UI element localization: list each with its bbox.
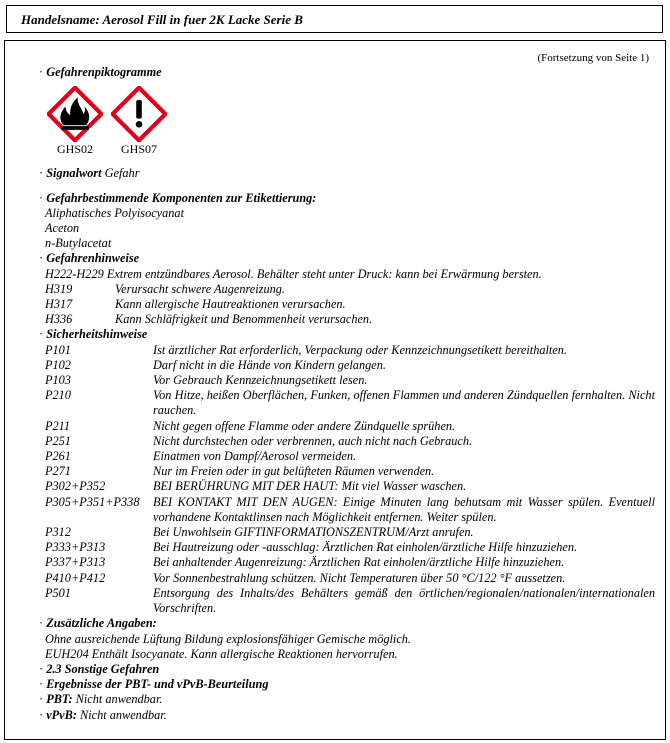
precaution-text: Ist ärztlicher Rat erforderlich, Verpackung oder Kennzeichnungsetikett bereithalten.	[153, 342, 568, 357]
precaution-code: P302+P352	[45, 479, 106, 494]
precaution-text: Bei Hautreizung oder -ausschlag: Ärztlichen Rat einholen/ärztliche Hilfe hinzuziehen.	[153, 540, 578, 555]
bullet: ·	[39, 677, 44, 692]
additional-item: EUH204 Enthält Isocyanate. Kann allergische Reaktionen hervorrufen.	[45, 646, 398, 661]
pbt-label: PBT:	[46, 692, 73, 707]
precautionary-table	[45, 343, 655, 617]
precaution-code: P337+P313	[45, 555, 106, 570]
pictogram-list	[47, 86, 655, 157]
signal-word-label: Signalwort	[46, 166, 102, 181]
precaution-row	[45, 495, 655, 525]
hazard-heading: Gefahrenhinweise	[46, 251, 140, 266]
precaution-row	[45, 464, 655, 479]
hazard-text: Kann allergische Hautreaktionen verursachen.	[115, 297, 346, 312]
flame-icon	[47, 86, 103, 142]
pictogram	[111, 86, 167, 157]
hazard-first-line: H222-H229 Extrem entzündbares Aerosol. Behälter steht unter Druck: kann bei Erwärmung bersten.	[45, 266, 542, 281]
additional-heading: Zusätzliche Angaben:	[46, 616, 157, 631]
bullet: ·	[39, 616, 44, 631]
precaution-text: Vor Sonnenbestrahlung schützen. Nicht Temperaturen über 50 °C/122 °F aussetzen.	[153, 570, 566, 585]
vpvb-label: vPvB:	[46, 707, 77, 722]
header-box	[6, 5, 663, 33]
product-name: Handelsname: Aerosol Fill in fuer 2K Lacke Serie B	[21, 12, 303, 27]
additional-item: Ohne ausreichende Lüftung Bildung explosionsfähiger Gemische möglich.	[45, 631, 412, 646]
additional-section	[39, 616, 655, 631]
precaution-code: P333+P313	[45, 540, 106, 555]
precaution-row	[45, 373, 655, 388]
precaution-code: P312	[45, 525, 71, 540]
hazard-text: Verursacht schwere Augenreizung.	[115, 281, 285, 296]
precaution-text: Bei anhaltender Augenreizung: Ärztlichen Rat einholen/ärztliche Hilfe hinzuziehen.	[153, 555, 565, 570]
other-hazards-heading: 2.3 Sonstige Gefahren	[46, 661, 160, 676]
component-item: Aceton	[45, 221, 80, 236]
precaution-row	[45, 555, 655, 570]
precaution-text: BEI BERÜHRUNG MIT DER HAUT: Mit viel Wasser waschen.	[153, 479, 467, 494]
precaution-text: Einatmen von Dampf/Aerosol vermeiden.	[153, 449, 357, 464]
hazard-code: H336	[45, 312, 73, 327]
hazard-row	[45, 297, 655, 312]
precaution-code: P305+P351+P338	[45, 494, 140, 509]
pbt-value: Nicht anwendbar.	[75, 692, 163, 707]
precaution-text: Nicht durchstechen oder verbrennen, auch nicht nach Gebrauch.	[153, 433, 473, 448]
precaution-code: P101	[45, 342, 71, 357]
precaution-text: Von Hitze, heißen Oberflächen, Funken, offenen Flammen und anderen Zündquellen fernhalten. Nicht rauchen.	[153, 388, 655, 418]
label-elements	[39, 65, 655, 723]
pictograms-section	[39, 65, 655, 80]
precaution-row	[45, 419, 655, 434]
precaution-row	[45, 449, 655, 464]
precaution-row	[45, 525, 655, 540]
precaution-code: P103	[45, 373, 71, 388]
precaution-code: P102	[45, 357, 71, 372]
pbt-result	[39, 692, 655, 707]
precaution-text: Nicht gegen offene Flamme oder andere Zündquelle sprühen.	[153, 418, 456, 433]
precaution-row	[45, 388, 655, 418]
precautionary-heading: Sicherheitshinweise	[46, 327, 148, 342]
bullet: ·	[39, 251, 44, 266]
hazard-statements-section	[39, 251, 655, 266]
precaution-text: Bei Unwohlsein GIFTINFORMATIONSZENTRUM/Arzt anrufen.	[153, 525, 474, 540]
precaution-code: P271	[45, 464, 71, 479]
bullet: ·	[39, 65, 44, 79]
precaution-row	[45, 571, 655, 586]
signal-word-value: Gefahr	[104, 166, 140, 181]
pictogram-label: GHS07	[120, 142, 157, 157]
precaution-row	[45, 358, 655, 373]
bullet: ·	[39, 166, 44, 181]
components-section	[39, 191, 655, 206]
precaution-row	[45, 434, 655, 449]
pictogram	[47, 86, 103, 157]
precaution-row	[45, 343, 655, 358]
precaution-row	[45, 586, 655, 616]
bullet: ·	[39, 661, 44, 676]
hazard-row	[45, 312, 655, 327]
hazard-text: Kann Schläfrigkeit und Benommenheit verursachen.	[115, 312, 373, 327]
precaution-text: Vor Gebrauch Kennzeichnungsetikett lesen.	[153, 373, 368, 388]
pbt-heading: Ergebnisse der PBT- und vPvB-Beurteilung	[46, 677, 269, 692]
vpvb-value: Nicht anwendbar.	[80, 707, 167, 722]
precaution-code: P501	[45, 585, 71, 600]
precaution-row	[45, 540, 655, 555]
bullet: ·	[39, 692, 44, 707]
hazard-code: H319	[45, 281, 73, 296]
hazard-list	[45, 282, 655, 328]
precaution-code: P251	[45, 433, 71, 448]
vpvb-result	[39, 708, 655, 723]
bullet: ·	[39, 190, 44, 205]
continuation-note: (Fortsetzung von Seite 1)	[537, 52, 649, 64]
pbt-section	[39, 677, 655, 692]
precaution-text: BEI KONTAKT MIT DEN AUGEN: Einige Minuten lang behutsam mit Wasser spülen. Eventuell vorhandene Kontaktlinsen nach Möglichkeit entfernen. Weiter spülen.	[153, 494, 655, 524]
component-item: Aliphatisches Polyisocyanat	[45, 205, 184, 220]
pictograms-heading: Gefahrenpiktogramme	[46, 65, 162, 79]
bullet: ·	[39, 327, 44, 342]
signal-word	[39, 166, 655, 181]
hazard-code: H317	[45, 297, 73, 312]
precaution-code: P261	[45, 449, 71, 464]
exclamation-icon	[111, 86, 167, 142]
main-content-box	[4, 40, 666, 740]
precaution-code: P210	[45, 388, 71, 403]
precaution-text: Darf nicht in die Hände von Kindern gelangen.	[153, 357, 386, 372]
precaution-text: Entsorgung des Inhalts/des Behälters gemäß den örtlichen/regionalen/nationalen/internationalen Vorschriften.	[153, 585, 655, 616]
precaution-code: P410+P412	[45, 570, 106, 585]
other-hazards-section	[39, 662, 655, 677]
components-heading: Gefahrbestimmende Komponenten zur Etikettierung:	[46, 190, 317, 205]
bullet: ·	[39, 707, 44, 722]
precautionary-section	[39, 327, 655, 342]
pictogram-label: GHS02	[56, 142, 93, 157]
precaution-row	[45, 479, 655, 494]
component-item: n-Butylacetat	[45, 236, 112, 251]
hazard-row	[45, 282, 655, 297]
precaution-code: P211	[45, 418, 71, 433]
precaution-text: Nur im Freien oder in gut belüfteten Räumen verwenden.	[153, 464, 435, 479]
